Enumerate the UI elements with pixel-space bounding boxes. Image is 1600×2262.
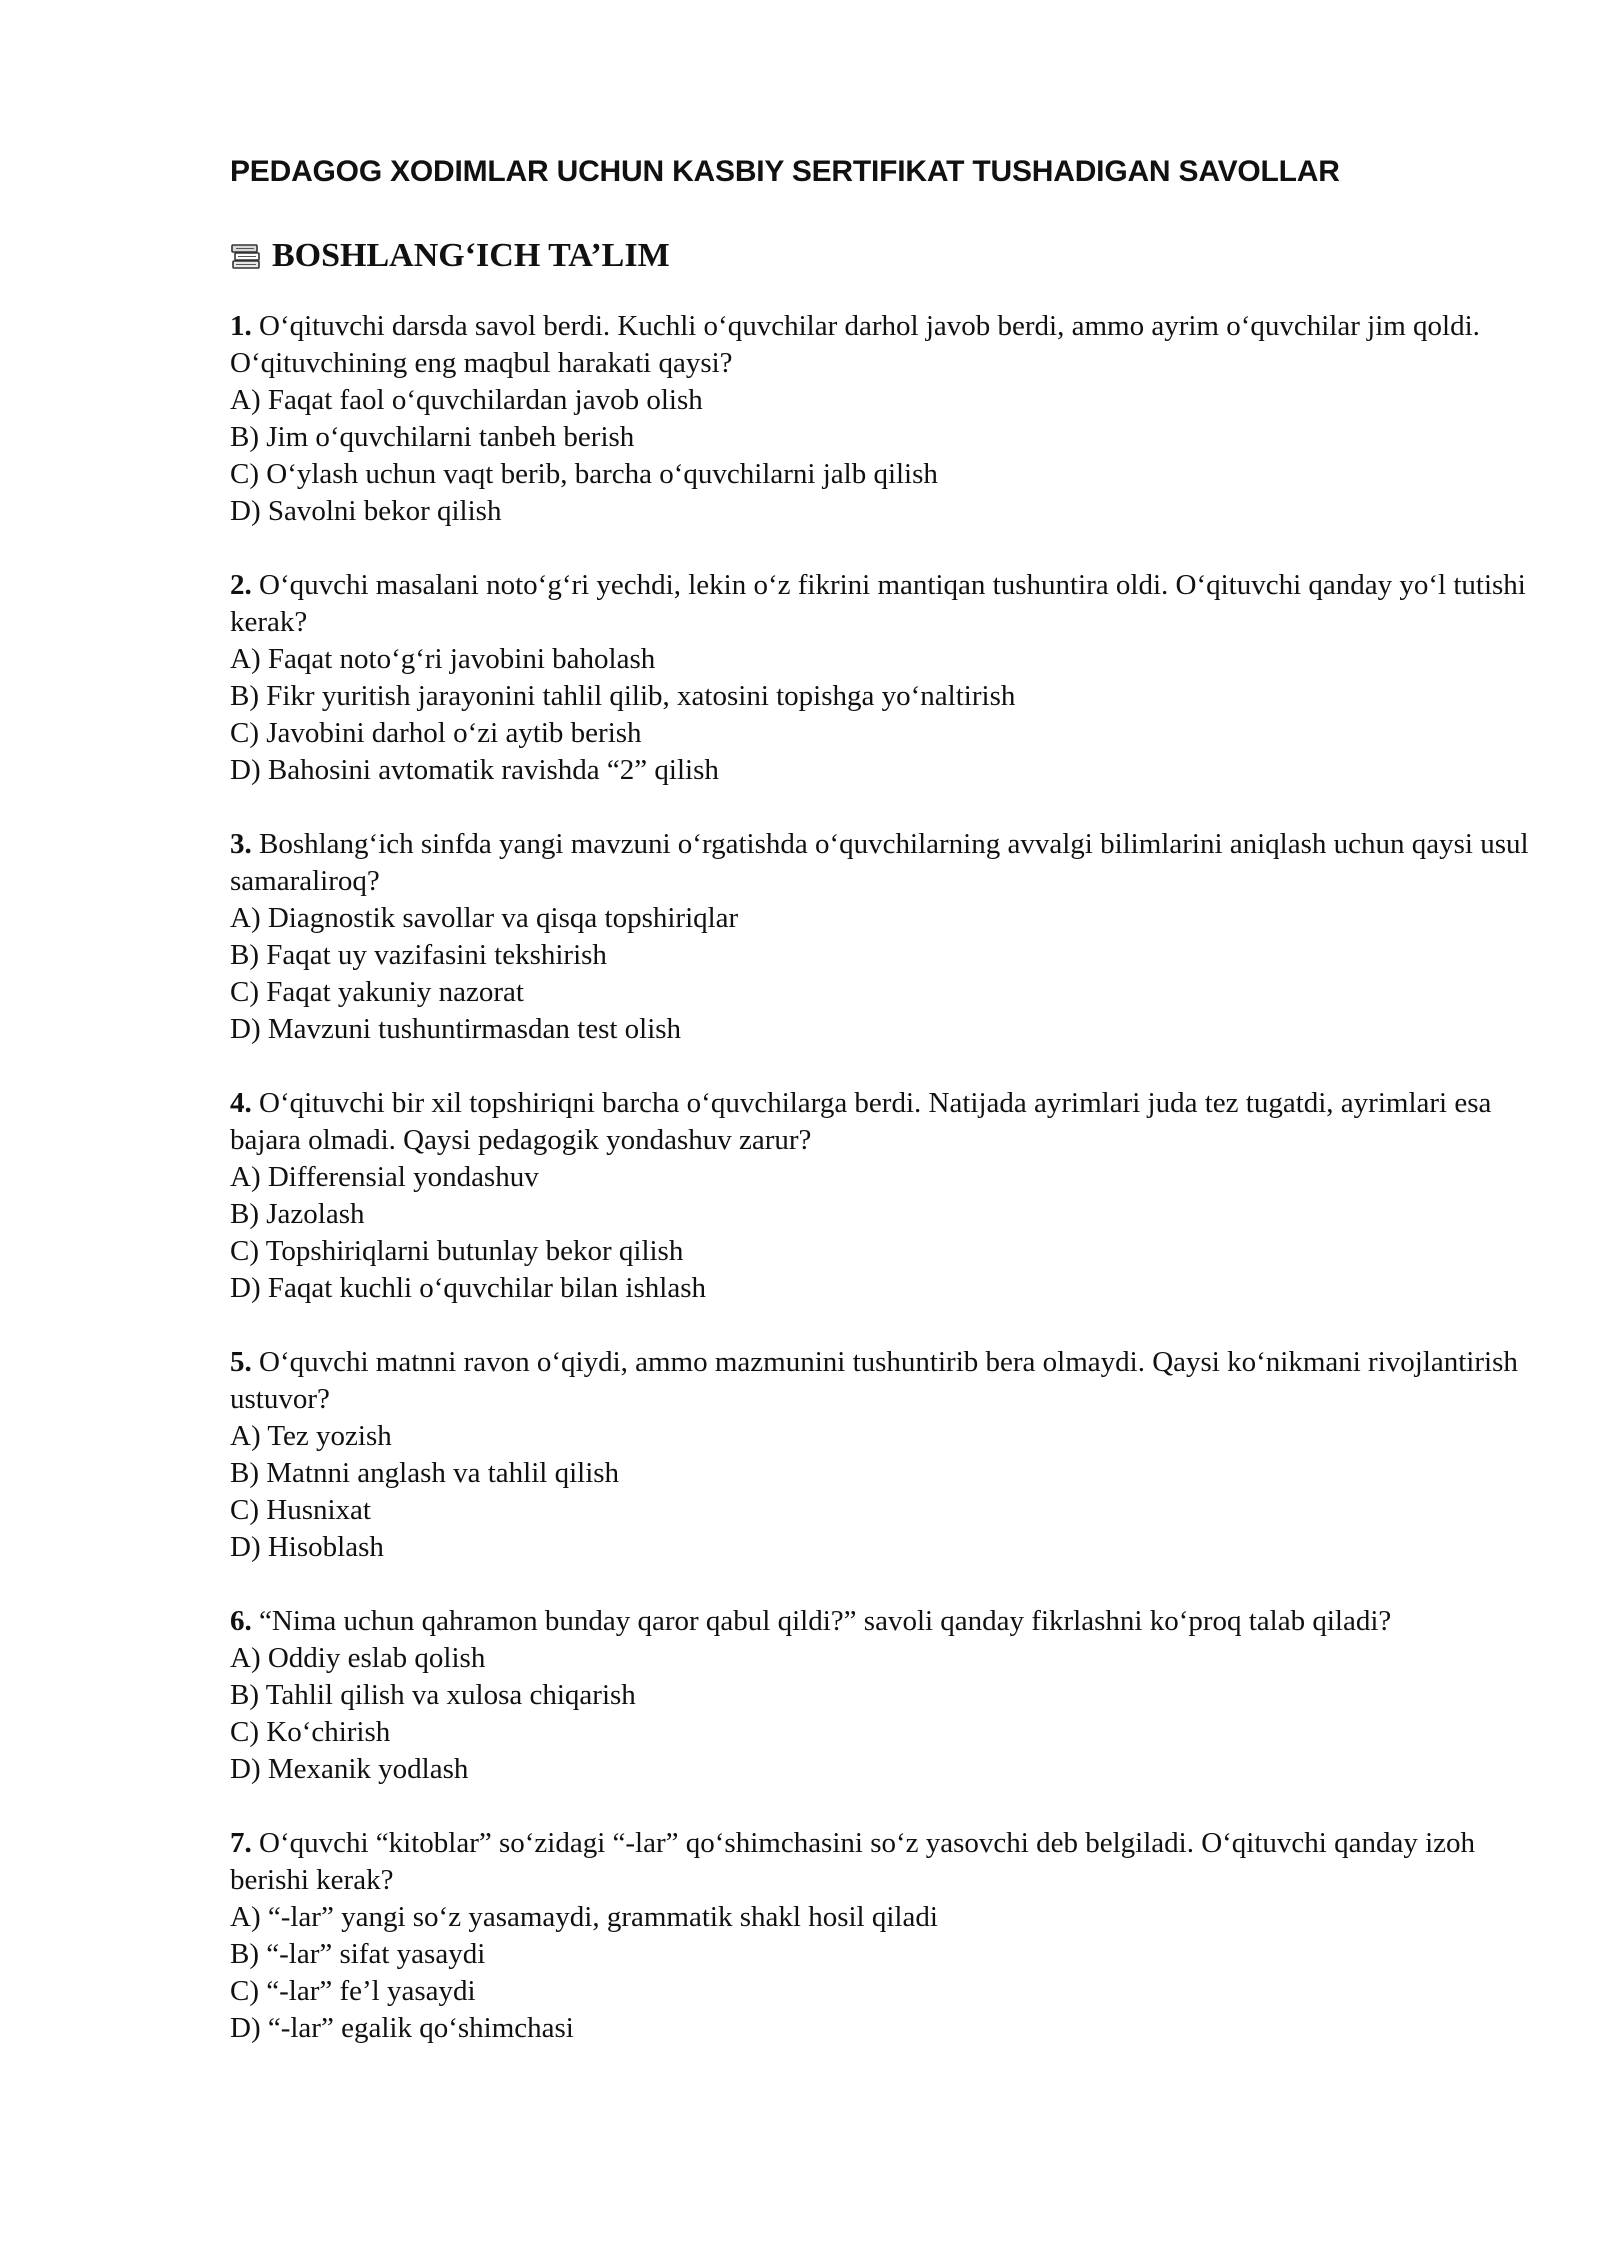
question-list [230,308,1530,2047]
question-text [230,308,1530,382]
option-c: C) Husnixat [230,1494,371,1526]
question-body: “Nima uchun qahramon bunday qaror qabul qildi?” savoli qanday fikrlashni ko‘proq talab qiladi? [251,1605,1392,1637]
question-7 [230,1825,1530,2047]
question-number: 5. [230,1346,252,1378]
option-c: C) O‘ylash uchun vaqt berib, barcha o‘quvchilarni jalb qilish [230,458,938,490]
question-body: O‘quvchi matnni ravon o‘qiydi, ammo mazmunini tushuntirib bera olmaydi. Qaysi ko‘nikmani rivojlantirish ustuvor? [230,1346,1518,1415]
question-text [230,1825,1530,1899]
question-2 [230,567,1530,789]
option-a: A) “-lar” yangi so‘z yasamaydi, grammatik shakl hosil qiladi [230,1901,938,1933]
option-c: C) Faqat yakuniy nazorat [230,976,524,1008]
question-1 [230,308,1530,530]
question-text [230,567,1530,641]
option-c: C) “-lar” fe’l yasaydi [230,1975,476,2007]
question-number: 6. [230,1605,252,1637]
option-b: B) Fikr yuritish jarayonini tahlil qilib, xatosini topishga yo‘naltirish [230,680,1016,712]
question-body: Boshlang‘ich sinfda yangi mavzuni o‘rgatishda o‘quvchilarning avvalgi bilimlarini aniqlash uchun qaysi usul samaraliroq? [230,828,1529,897]
question-6 [230,1603,1530,1788]
option-b: B) Faqat uy vazifasini tekshirish [230,939,607,971]
option-d: D) Mexanik yodlash [230,1753,469,1785]
question-text [230,1085,1530,1159]
question-text [230,826,1530,900]
question-5 [230,1344,1530,1566]
question-4 [230,1085,1530,1307]
option-c: C) Ko‘chirish [230,1716,391,1748]
books-icon [230,241,262,271]
question-number: 7. [230,1827,252,1859]
option-a: A) Faqat noto‘g‘ri javobini baholash [230,643,656,675]
option-c: C) Javobini darhol o‘zi aytib berish [230,717,642,749]
question-3 [230,826,1530,1048]
section-heading [230,234,1530,278]
option-b: B) “-lar” sifat yasaydi [230,1938,486,1970]
option-d: D) Bahosini avtomatik ravishda “2” qilish [230,754,719,786]
question-body: O‘qituvchi darsda savol berdi. Kuchli o‘quvchilar darhol javob berdi, ammo ayrim o‘quvchilar jim qoldi. O‘qituvchining eng maqbul harakati qaysi? [230,310,1480,379]
option-b: B) Tahlil qilish va xulosa chiqarish [230,1679,636,1711]
option-a: A) Diagnostik savollar va qisqa topshiriqlar [230,902,739,934]
question-text [230,1344,1530,1418]
question-body: O‘quvchi masalani noto‘g‘ri yechdi, lekin o‘z fikrini mantiqan tushuntira oldi. O‘qituvchi qanday yo‘l tutishi kerak? [230,569,1526,638]
option-d: D) “-lar” egalik qo‘shimchasi [230,2012,574,2044]
option-c: C) Topshiriqlarni butunlay bekor qilish [230,1235,684,1267]
question-body: O‘quvchi “kitoblar” so‘zidagi “-lar” qo‘shimchasini so‘z yasovchi deb belgiladi. O‘qituvchi qanday izoh berishi kerak? [230,1827,1476,1896]
document-title: PEDAGOG XODIMLAR UCHUN KASBIY SERTIFIKAT TUSHADIGAN SAVOLLAR [230,155,1340,188]
option-d: D) Hisoblash [230,1531,384,1563]
option-d: D) Savolni bekor qilish [230,495,502,527]
option-b: B) Jazolash [230,1198,365,1230]
option-a: A) Faqat faol o‘quvchilardan javob olish [230,384,703,416]
question-text [230,1603,1530,1640]
option-b: B) Matnni anglash va tahlil qilish [230,1457,620,1489]
question-body: O‘qituvchi bir xil topshiriqni barcha o‘quvchilarga berdi. Natijada ayrimlari juda tez tugatdi, ayrimlari esa bajara olmadi. Qaysi pedagogik yondashuv zarur? [230,1087,1492,1156]
question-number: 2. [230,569,252,601]
option-a: A) Differensial yondashuv [230,1161,539,1193]
option-a: A) Tez yozish [230,1420,392,1452]
option-d: D) Mavzuni tushuntirmasdan test olish [230,1013,682,1045]
question-number: 4. [230,1087,252,1119]
question-number: 3. [230,828,252,860]
section-heading-text: BOSHLANG‘ICH TA’LIM [272,237,670,274]
option-a: A) Oddiy eslab qolish [230,1642,486,1674]
document-content [230,150,1530,2084]
question-number: 1. [230,310,252,342]
option-d: D) Faqat kuchli o‘quvchilar bilan ishlash [230,1272,706,1304]
option-b: B) Jim o‘quvchilarni tanbeh berish [230,421,635,453]
